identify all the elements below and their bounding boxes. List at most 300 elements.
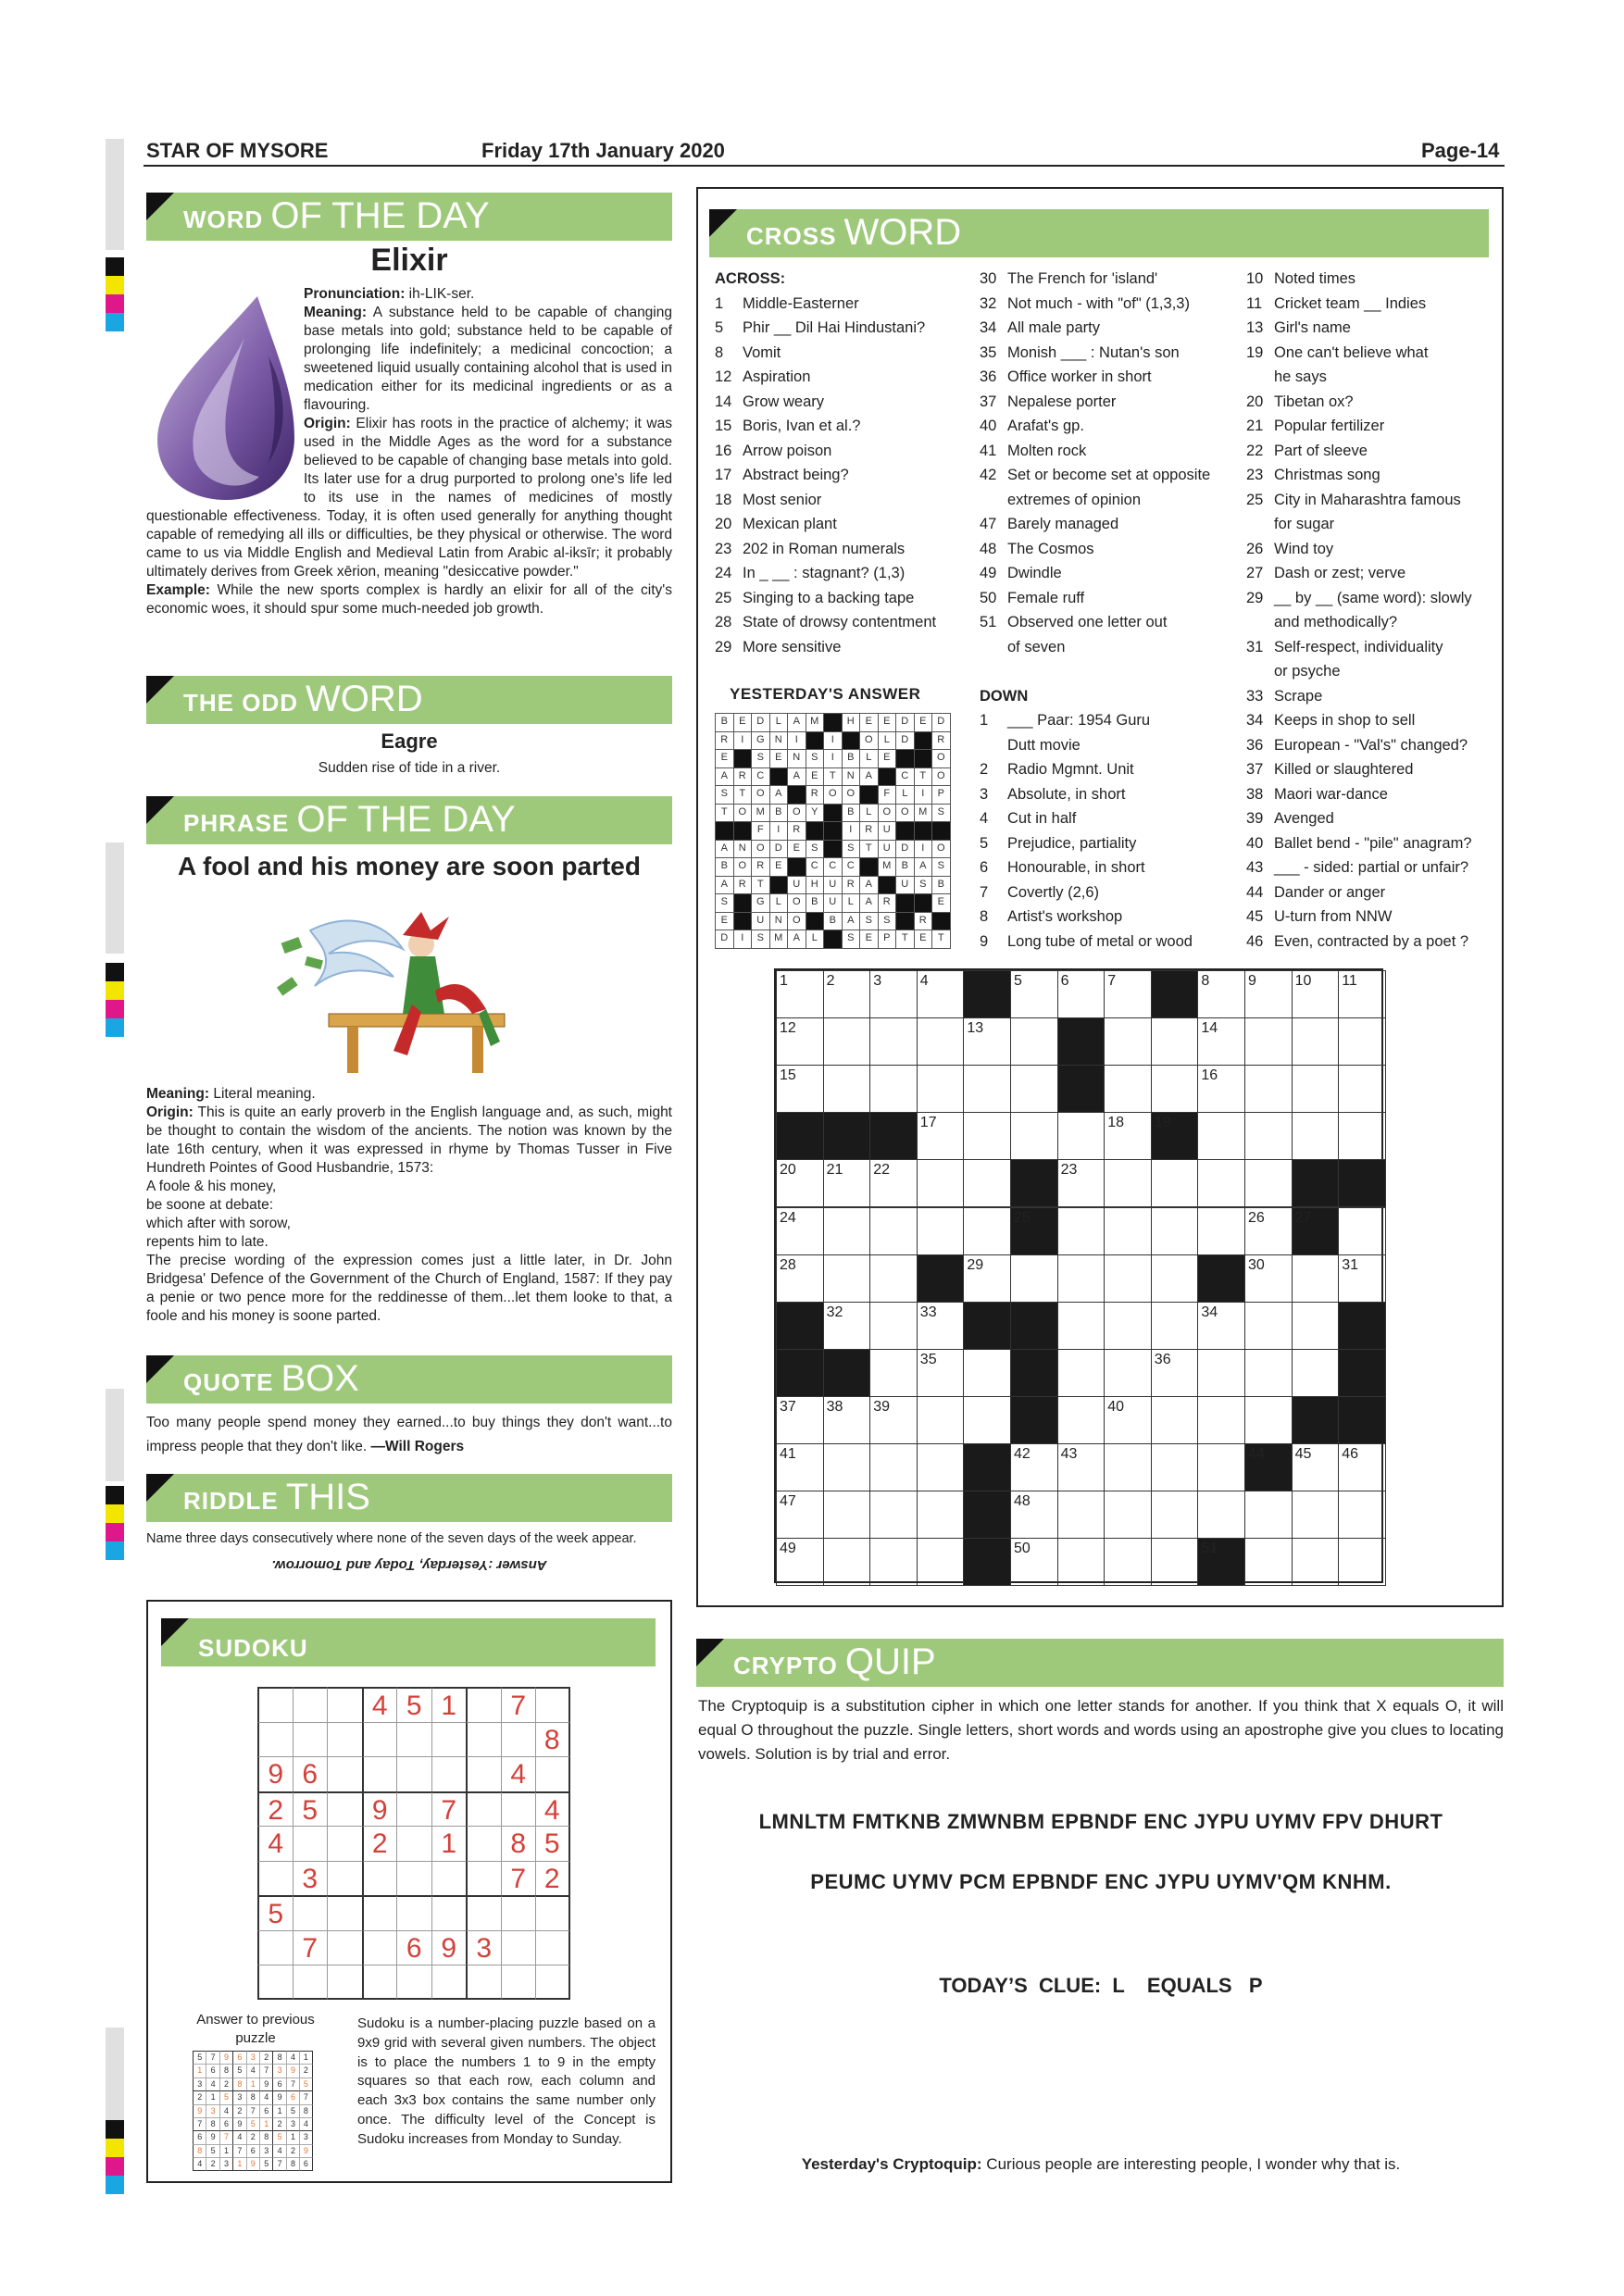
crossword-cell[interactable] [1057, 1159, 1106, 1207]
sudoku-cell[interactable] [535, 1687, 570, 1722]
answer-block [715, 821, 734, 841]
crossword-cell[interactable] [1104, 1396, 1152, 1444]
sudoku-cell[interactable] [396, 1791, 431, 1827]
crossword-cell[interactable] [1338, 1207, 1386, 1255]
crossword-cell[interactable] [1010, 1491, 1058, 1539]
poem-line: repents him to late. [146, 1234, 269, 1250]
banner-label-small: CROSS [746, 222, 837, 250]
sudoku-cell[interactable] [362, 1965, 397, 2000]
sudoku-cell[interactable] [466, 1895, 501, 1930]
sudoku-answer-cell: 2 [219, 2078, 232, 2090]
sudoku-cell[interactable] [293, 1687, 328, 1722]
sudoku-cell[interactable] [362, 1930, 397, 1965]
crossword-cell[interactable] [869, 1396, 918, 1444]
sudoku-cell[interactable]: 1 [431, 1687, 467, 1722]
cell-number: 8 [1201, 973, 1210, 989]
clue-text: Not much - with "of" (1,3,3) [1007, 294, 1190, 312]
sudoku-cell[interactable]: 7 [293, 1930, 328, 1965]
sudoku-cell[interactable] [501, 1722, 536, 1757]
sudoku-cell[interactable] [466, 1791, 501, 1827]
crossword-cell[interactable] [963, 1017, 1011, 1066]
crossword-cell[interactable] [869, 1254, 918, 1303]
sudoku-cell[interactable] [535, 1930, 570, 1965]
crossword-cell[interactable] [776, 1065, 824, 1113]
clue-item [1246, 390, 1472, 415]
crossword-cell[interactable] [776, 1207, 824, 1255]
answer-cell: S [842, 930, 861, 949]
crossword-cell[interactable] [917, 1159, 965, 1207]
crossword-cell[interactable] [1244, 1207, 1293, 1255]
sudoku-cell[interactable] [431, 1965, 467, 2000]
sudoku-cell[interactable] [431, 1722, 467, 1757]
crossword-cell[interactable] [1197, 1017, 1245, 1066]
crossword-cell[interactable] [1057, 1538, 1106, 1586]
crossword-cell[interactable] [823, 1396, 871, 1444]
sudoku-answer-cell: 2 [286, 2144, 299, 2157]
sudoku-cell[interactable] [396, 1965, 431, 2000]
crossword-cell[interactable] [1151, 1159, 1199, 1207]
sudoku-cell[interactable] [257, 1930, 293, 1965]
crossword-cell[interactable] [1010, 1065, 1058, 1113]
sudoku-cell[interactable] [327, 1895, 362, 1930]
answer-cell: T [931, 930, 951, 949]
sudoku-cell[interactable] [327, 1791, 362, 1827]
crossword-cell[interactable] [1197, 1065, 1245, 1113]
sudoku-answer-cell: 4 [219, 2104, 232, 2117]
answer-cell: O [859, 731, 879, 751]
answer-cell: C [806, 857, 825, 877]
sudoku-cell[interactable] [362, 1756, 397, 1791]
poem-line: be soone at debate: [146, 1197, 274, 1213]
crossword-cell[interactable] [963, 1254, 1011, 1303]
sudoku-cell[interactable] [327, 1687, 362, 1722]
crossword-cell[interactable] [869, 1159, 918, 1207]
sudoku-cell[interactable]: 4 [257, 1826, 293, 1861]
sudoku-cell[interactable] [466, 1965, 501, 2000]
sudoku-cell[interactable]: 9 [362, 1791, 397, 1827]
crossword-cell[interactable] [1104, 1112, 1152, 1160]
crossword-cell[interactable] [1292, 1349, 1340, 1397]
answer-cell: A [859, 893, 879, 913]
crossword-cell[interactable] [1057, 1207, 1106, 1255]
crossword-cell[interactable] [776, 1396, 824, 1444]
crossword-cell[interactable] [1104, 1254, 1152, 1303]
clue-item [1246, 439, 1472, 464]
sudoku-cell[interactable] [327, 1965, 362, 2000]
crossword-cell[interactable] [823, 1207, 871, 1255]
cryptoquip-line-2: PEUMC UYMV PCM EPBNDF ENC JYPU UYMV'QM KNHM. [810, 1870, 1392, 1893]
crossword-cell[interactable] [1338, 1443, 1386, 1491]
sudoku-cell[interactable]: 8 [501, 1826, 536, 1861]
crossword-cell[interactable] [917, 970, 965, 1018]
clue-text: Abstract being? [743, 467, 849, 483]
answer-cell: L [859, 804, 879, 823]
sudoku-answer-cell: 4 [299, 2117, 312, 2130]
sudoku-cell[interactable] [396, 1895, 431, 1930]
clue-number: 41 [980, 442, 997, 459]
crossword-cell[interactable] [1197, 1159, 1245, 1207]
sudoku-cell[interactable] [501, 1791, 536, 1827]
answer-cell: M [914, 804, 933, 823]
sudoku-cell[interactable]: 4 [501, 1756, 536, 1791]
sudoku-cell[interactable]: 9 [257, 1756, 293, 1791]
answer-cell: S [715, 893, 734, 913]
sudoku-answer-cell: 8 [299, 2104, 312, 2117]
sudoku-cell[interactable]: 6 [293, 1756, 328, 1791]
sudoku-cell[interactable] [257, 1861, 293, 1896]
crossword-cell[interactable] [1292, 1017, 1340, 1066]
sudoku-cell[interactable] [257, 1687, 293, 1722]
clue-number: 19 [1246, 343, 1264, 361]
sudoku-cell[interactable]: 9 [431, 1930, 467, 1965]
sudoku-cell[interactable] [466, 1722, 501, 1757]
crossword-cell[interactable] [823, 1065, 871, 1113]
clue-number: 13 [1246, 319, 1264, 336]
answer-cell: E [914, 930, 933, 949]
crossword-cell[interactable] [776, 1254, 824, 1303]
crossword-cell[interactable] [869, 1443, 918, 1491]
crossword-cell[interactable] [917, 1538, 965, 1586]
sudoku-cell[interactable] [327, 1861, 362, 1896]
crossword-cell[interactable] [1292, 1302, 1340, 1350]
crossword-cell[interactable] [823, 1017, 871, 1066]
sudoku-cell[interactable] [293, 1895, 328, 1930]
cell-number: 36 [1154, 1351, 1171, 1367]
crossword-cell[interactable] [1151, 1254, 1199, 1303]
crossword-cell[interactable] [1010, 1538, 1058, 1586]
crossword-cell[interactable] [917, 1491, 965, 1539]
crossword-cell[interactable] [1197, 1302, 1245, 1350]
crossword-cell[interactable] [1104, 1302, 1152, 1350]
crossword-cell[interactable] [1197, 970, 1245, 1018]
sudoku-cell[interactable]: 2 [257, 1791, 293, 1827]
answer-cell: U [751, 912, 770, 931]
sudoku-answer-cell: 9 [219, 2051, 232, 2064]
crossword-cell[interactable] [1244, 1538, 1293, 1586]
crossword-cell[interactable] [823, 1491, 871, 1539]
sudoku-cell[interactable] [535, 1895, 570, 1930]
crossword-cell[interactable] [1057, 1254, 1106, 1303]
crossword-cell[interactable] [1244, 1491, 1293, 1539]
clue-item [1246, 930, 1472, 955]
crossword-cell[interactable] [823, 1159, 871, 1207]
sudoku-cell[interactable]: 5 [257, 1895, 293, 1930]
crossword-cell[interactable] [1244, 1112, 1293, 1160]
sudoku-cell[interactable]: 5 [293, 1791, 328, 1827]
clue-number: 28 [715, 614, 732, 630]
crossword-cell[interactable] [1197, 1349, 1245, 1397]
crossword-cell[interactable] [1010, 1112, 1058, 1160]
crossword-cell[interactable] [869, 1017, 918, 1066]
crossword-cell[interactable] [1057, 1349, 1106, 1397]
crossword-cell[interactable] [1244, 970, 1293, 1018]
crossword-cell[interactable] [1057, 1302, 1106, 1350]
crossword-cell[interactable] [869, 1207, 918, 1255]
crossword-cell[interactable] [869, 1065, 918, 1113]
crossword-cell[interactable] [1197, 1491, 1245, 1539]
crossword-cell[interactable] [1010, 1017, 1058, 1066]
crossword-cell[interactable] [1292, 1065, 1340, 1113]
crossword-cell[interactable] [917, 1017, 965, 1066]
sudoku-cell[interactable] [396, 1861, 431, 1896]
clue-number: 3 [980, 785, 989, 803]
crossword-cell[interactable] [1244, 1302, 1293, 1350]
crossword-cell[interactable] [1104, 1349, 1152, 1397]
cell-number: 42 [1014, 1446, 1031, 1462]
crossword-cell[interactable] [823, 1302, 871, 1350]
sudoku-cell[interactable] [396, 1756, 431, 1791]
clue-item [1246, 365, 1472, 390]
sudoku-answer-cell: 9 [193, 2104, 206, 2117]
crossword-cell[interactable] [1104, 1491, 1152, 1539]
clue-number: 20 [715, 516, 732, 532]
crossword-cell[interactable] [1010, 1254, 1058, 1303]
crossword-cell[interactable] [1338, 970, 1386, 1018]
sudoku-answer-cell: 2 [259, 2051, 272, 2064]
sudoku-cell[interactable] [501, 1965, 536, 2000]
crossword-block [917, 1254, 965, 1303]
sudoku-cell[interactable] [257, 1965, 293, 2000]
clue-text: Even, contracted by a poet ? [1274, 932, 1469, 950]
sudoku-cell[interactable] [362, 1895, 397, 1930]
crossword-cell[interactable] [917, 1112, 965, 1160]
sudoku-cell[interactable] [362, 1861, 397, 1896]
sudoku-cell[interactable]: 3 [466, 1930, 501, 1965]
clue-item [980, 806, 1210, 831]
sudoku-cell[interactable] [501, 1895, 536, 1930]
clue-item [980, 586, 1210, 611]
clue-item [1246, 708, 1472, 733]
crossword-cell[interactable] [1057, 970, 1106, 1018]
crossword-cell[interactable] [963, 1159, 1011, 1207]
crossword-cell[interactable] [1338, 1112, 1386, 1160]
crossword-cell[interactable] [1292, 970, 1340, 1018]
clue-item [715, 488, 936, 513]
crossword-cell[interactable] [869, 1302, 918, 1350]
crossword-cell[interactable] [776, 1159, 824, 1207]
crossword-cell[interactable] [963, 1065, 1011, 1113]
sudoku-cell[interactable] [327, 1722, 362, 1757]
yesterday-cryptoquip-text: Curious people are interesting people, I wonder why that is. [981, 2155, 1401, 2173]
crossword-cell[interactable] [1104, 1159, 1152, 1207]
crossword-cell[interactable] [1244, 1254, 1293, 1303]
banner-corner-mark [146, 1474, 174, 1502]
clue-item [715, 635, 936, 660]
crossword-cell[interactable] [1338, 1538, 1386, 1586]
crossword-cell[interactable] [1197, 1443, 1245, 1491]
crossword-cell[interactable] [1338, 1491, 1386, 1539]
crossword-cell[interactable] [776, 970, 824, 1018]
sudoku-cell[interactable]: 4 [535, 1791, 570, 1827]
answer-cell: I [842, 821, 861, 841]
crossword-cell[interactable] [1292, 1491, 1340, 1539]
crossword-cell[interactable] [1244, 1017, 1293, 1066]
sudoku-cell[interactable] [293, 1826, 328, 1861]
crossword-cell[interactable] [1151, 1443, 1199, 1491]
crossword-cell[interactable] [1151, 1017, 1199, 1066]
sudoku-cell[interactable] [257, 1722, 293, 1757]
sudoku-cell[interactable]: 2 [362, 1826, 397, 1861]
crossword-cell[interactable] [776, 1491, 824, 1539]
clue-text: In _ __ : stagnant? (1,3) [743, 565, 906, 581]
cryptoquip-banner [696, 1639, 1504, 1687]
sudoku-cell[interactable] [327, 1930, 362, 1965]
sudoku-cell[interactable] [293, 1965, 328, 2000]
sudoku-cell[interactable]: 7 [431, 1791, 467, 1827]
sudoku-cell[interactable]: 5 [535, 1826, 570, 1861]
crossword-cell[interactable] [963, 1112, 1011, 1160]
crossword-cell[interactable] [1057, 1491, 1106, 1539]
sudoku-cell[interactable] [396, 1826, 431, 1861]
banner-label-small: CRYPTO [733, 1652, 838, 1679]
clue-item [980, 439, 1210, 464]
sudoku-cell[interactable] [327, 1756, 362, 1791]
sudoku-cell[interactable] [293, 1722, 328, 1757]
crossword-cell[interactable] [1104, 1443, 1152, 1491]
crossword-cell[interactable] [1292, 1112, 1340, 1160]
crossword-cell[interactable] [1010, 970, 1058, 1018]
crossword-cell[interactable] [1244, 1159, 1293, 1207]
crossword-cell[interactable] [1244, 1349, 1293, 1397]
clue-number: 25 [715, 589, 732, 606]
crossword-cell[interactable] [823, 970, 871, 1018]
crossword-cell[interactable] [776, 1017, 824, 1066]
sudoku-cell[interactable]: 8 [535, 1722, 570, 1757]
crossword-cell[interactable] [1151, 1207, 1199, 1255]
crossword-cell[interactable] [1151, 1302, 1199, 1350]
clue-text: Noted times [1274, 270, 1356, 287]
across-clues-col2 [980, 267, 1210, 954]
crossword-cell[interactable] [1244, 1065, 1293, 1113]
crossword-cell[interactable] [1104, 970, 1152, 1018]
clue-item [1246, 341, 1472, 366]
crossword-cell[interactable] [963, 1349, 1011, 1397]
crossword-cell[interactable] [1151, 1349, 1199, 1397]
crossword-cell[interactable] [1338, 1254, 1386, 1303]
clue-item [980, 488, 1210, 513]
answer-block [859, 785, 879, 805]
cell-number: 19 [1154, 1115, 1171, 1131]
sudoku-cell[interactable] [362, 1722, 397, 1757]
crossword-cell[interactable] [963, 1396, 1011, 1444]
clue-item [715, 463, 936, 488]
crossword-cell[interactable] [917, 1065, 965, 1113]
crossword-cell[interactable] [869, 1538, 918, 1586]
sudoku-cell[interactable] [396, 1722, 431, 1757]
crossword-cell[interactable] [869, 970, 918, 1018]
crossword-cell[interactable] [1197, 1207, 1245, 1255]
answer-cell: T [914, 767, 933, 787]
banner-corner-mark [146, 193, 174, 220]
clue-gap [980, 659, 1210, 684]
sudoku-cell[interactable] [466, 1756, 501, 1791]
crossword-cell[interactable] [917, 1396, 965, 1444]
crossword-cell[interactable] [1151, 1065, 1199, 1113]
cell-number: 9 [1248, 973, 1256, 989]
sudoku-cell[interactable] [327, 1826, 362, 1861]
crossword-grid[interactable] [774, 968, 1383, 1583]
sudoku-cell[interactable]: 2 [535, 1861, 570, 1896]
sudoku-cell[interactable] [466, 1826, 501, 1861]
crossword-cell[interactable] [1104, 1065, 1152, 1113]
crossword-cell[interactable] [1338, 1017, 1386, 1066]
sudoku-answer-label: Answer to previous puzzle [196, 2012, 315, 2046]
cell-number: 13 [967, 1020, 984, 1037]
crossword-cell[interactable] [1151, 1538, 1199, 1586]
clue-number: 42 [980, 467, 997, 483]
sudoku-cell[interactable] [431, 1895, 467, 1930]
answer-cell: O [751, 840, 770, 859]
answer-cell: L [806, 930, 825, 949]
crossword-cell[interactable] [1292, 1443, 1340, 1491]
clue-item [715, 537, 936, 562]
sudoku-cell[interactable] [535, 1965, 570, 2000]
crossword-cell[interactable] [1104, 1017, 1152, 1066]
sudoku-cell[interactable] [431, 1756, 467, 1791]
clue-item [1246, 855, 1472, 880]
crossword-cell[interactable] [1104, 1207, 1152, 1255]
crossword-cell[interactable] [1244, 1396, 1293, 1444]
sudoku-cell[interactable]: 7 [501, 1687, 536, 1722]
sudoku-cell[interactable]: 4 [362, 1687, 397, 1722]
crossword-cell[interactable] [917, 1207, 965, 1255]
sudoku-cell[interactable] [501, 1930, 536, 1965]
crossword-cell[interactable] [776, 1443, 824, 1491]
crossword-cell[interactable] [1104, 1538, 1152, 1586]
crossword-cell[interactable] [776, 1538, 824, 1586]
sudoku-cell[interactable]: 7 [501, 1861, 536, 1896]
clue-item [1246, 831, 1472, 856]
crossword-block [1010, 1349, 1058, 1397]
crossword-cell[interactable] [1197, 1112, 1245, 1160]
crossword-cell[interactable] [1338, 1065, 1386, 1113]
crossword-cell[interactable] [963, 1207, 1011, 1255]
crossword-cell[interactable] [823, 1254, 871, 1303]
sudoku-cell[interactable] [466, 1687, 501, 1722]
margin-gray-bar [106, 1389, 124, 1481]
crossword-cell[interactable] [869, 1349, 918, 1397]
crossword-cell[interactable] [1010, 1443, 1058, 1491]
sudoku-cell[interactable]: 1 [431, 1826, 467, 1861]
sudoku-cell[interactable]: 3 [293, 1861, 328, 1896]
answer-block [823, 804, 843, 823]
crossword-cell[interactable] [1197, 1396, 1245, 1444]
crossword-cell[interactable] [1057, 1443, 1106, 1491]
sudoku-cell[interactable]: 6 [396, 1930, 431, 1965]
sudoku-answer-cell: 7 [259, 2064, 272, 2077]
crossword-cell[interactable] [1151, 1396, 1199, 1444]
sudoku-cell[interactable] [431, 1861, 467, 1896]
sudoku-cell[interactable] [535, 1756, 570, 1791]
crossword-cell[interactable] [823, 1443, 871, 1491]
crossword-cell[interactable] [823, 1538, 871, 1586]
crossword-cell[interactable] [917, 1443, 965, 1491]
crossword-cell[interactable] [917, 1302, 965, 1350]
sudoku-answer-cell: 9 [259, 2078, 272, 2090]
crossword-cell[interactable] [869, 1491, 918, 1539]
crossword-cell[interactable] [1057, 1112, 1106, 1160]
crossword-cell[interactable] [1151, 1491, 1199, 1539]
clue-item [1246, 512, 1472, 537]
sudoku-cell[interactable]: 5 [396, 1687, 431, 1722]
crossword-cell[interactable] [1292, 1538, 1340, 1586]
crossword-cell[interactable] [1057, 1396, 1106, 1444]
sudoku-cell[interactable] [466, 1861, 501, 1896]
answer-cell: U [878, 821, 897, 841]
crossword-cell[interactable] [917, 1349, 965, 1397]
sudoku-answer-cell: 5 [299, 2078, 312, 2090]
crossword-cell[interactable] [1292, 1254, 1340, 1303]
